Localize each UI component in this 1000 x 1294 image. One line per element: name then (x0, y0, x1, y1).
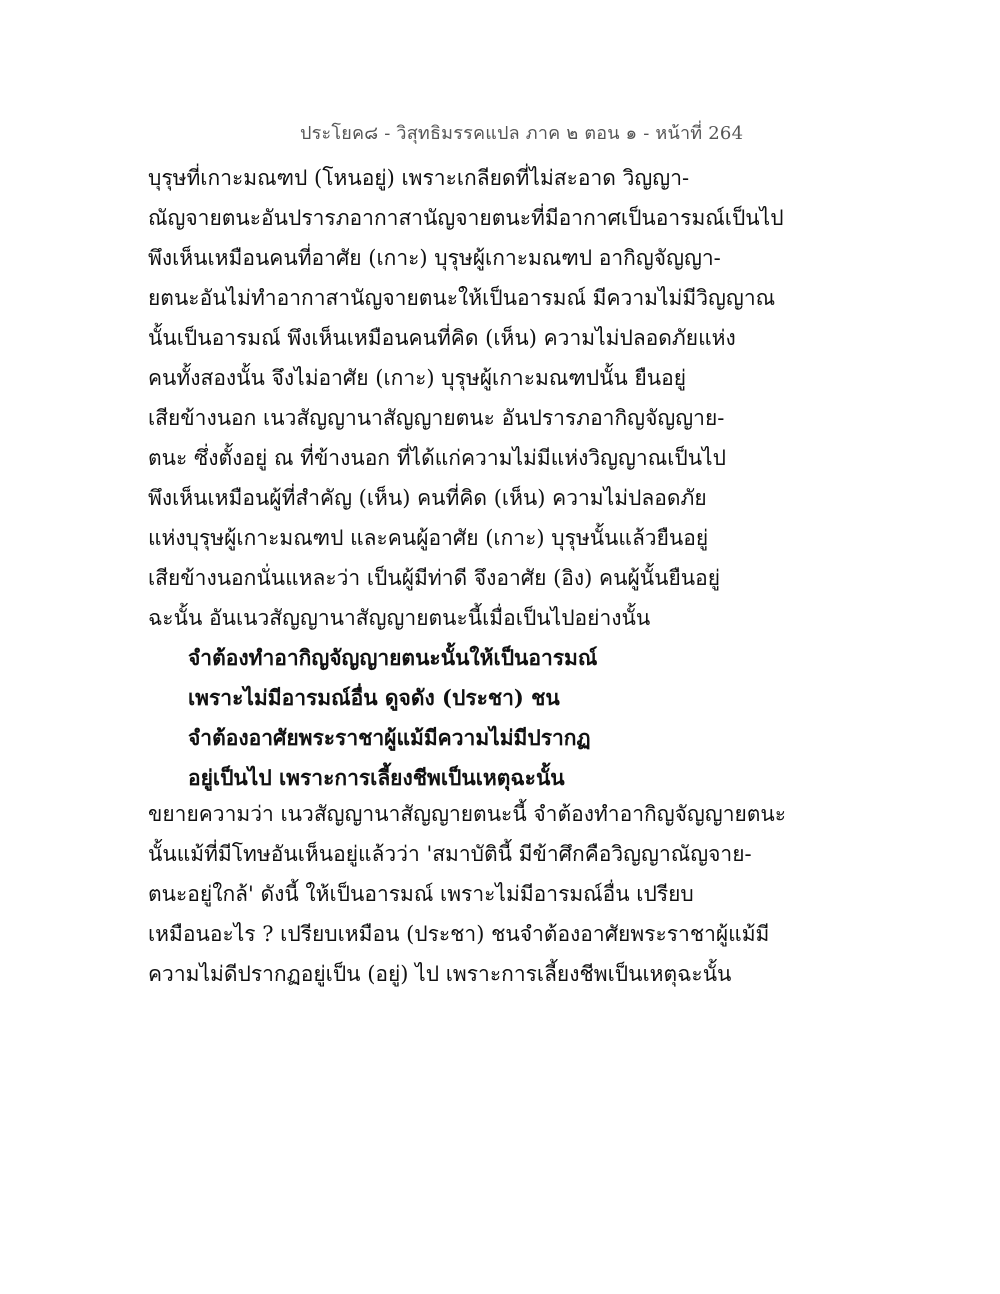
paragraph-line: ฉะนั้น อันเนวสัญญานาสัญญายตนะนี้เมื่อเป็นไปอย่างนั้น (148, 606, 651, 630)
paragraph-line: พึงเห็นเหมือนคนที่อาศัย (เกาะ) บุรุษผู้เกาะมณฑป อากิญจัญญา- (148, 246, 721, 270)
explanation-line: นั้นแม้ที่มีโทษอันเห็นอยู่แล้วว่า 'สมาบัตินี้ มีข้าศึกคือวิญญาณัญจาย- (148, 842, 752, 866)
paragraph-line: เสียข้างนอกนั่นแหละว่า เป็นผู้มีท่าดี จึงอาศัย (อิง) คนผู้นั้นยืนอยู่ (148, 566, 721, 590)
explanation-line: เหมือนอะไร ? เปรียบเหมือน (ประชา) ชนจำต้องอาศัยพระราชาผู้แม้มี (148, 922, 770, 946)
verse-line: เพราะไม่มีอารมณ์อื่น ดูจดัง (ประชา) ชน (188, 685, 560, 710)
explanation-line: ความไม่ดีปรากฏอยู่เป็น (อยู่) ไป เพราะการเลี้ยงชีพเป็นเหตุฉะนั้น (148, 962, 732, 986)
paragraph-line: ยตนะอันไม่ทำอากาสานัญจายตนะให้เป็นอารมณ์ มีความไม่มีวิญญาณ (148, 286, 776, 310)
verse-line: จำต้องอาศัยพระราชาผู้แม้มีความไม่มีปรากฏ (188, 725, 591, 750)
running-header: ประโยค๘ - วิสุทธิมรรคแปล ภาค ๒ ตอน ๑ - หน้าที่ 264 (300, 123, 744, 144)
paragraph-line: พึงเห็นเหมือนผู้ที่สำคัญ (เห็น) คนที่คิด (เห็น) ความไม่ปลอดภัย (148, 486, 707, 510)
paragraph-line: นั้นเป็นอารมณ์ พึงเห็นเหมือนคนที่คิด (เห็น) ความไม่ปลอดภัยแห่ง (148, 326, 736, 350)
explanation-line: ขยายความว่า เนวสัญญานาสัญญายตนะนี้ จำต้องทำอากิญจัญญายตนะ (148, 802, 787, 826)
paragraph-line: แห่งบุรุษผู้เกาะมณฑป และคนผู้อาศัย (เกาะ) บุรุษนั้นแล้วยืนอยู่ (148, 526, 709, 550)
explanation-paragraph (148, 794, 787, 994)
paragraph-line: บุรุษที่เกาะมณฑป (โหนอยู่) เพราะเกลียดที่ไม่สะอาด วิญญา- (148, 166, 690, 190)
verse-line: จำต้องทำอากิญจัญญายตนะนั้นให้เป็นอารมณ์ (188, 645, 598, 670)
verse-line: อยู่เป็นไป เพราะการเลี้ยงชีพเป็นเหตุฉะนั้น (188, 765, 565, 790)
paragraph-line: ตนะ ซึ่งตั้งอยู่ ณ ที่ข้างนอก ที่ได้แก่ความไม่มีแห่งวิญญาณเป็นไป (148, 446, 726, 470)
explanation-line: ตนะอยู่ใกล้' ดังนี้ ให้เป็นอารมณ์ เพราะไม่มีอารมณ์อื่น เปรียบ (148, 882, 694, 906)
paragraph-line: ณัญจายตนะอันปรารภอากาสานัญจายตนะที่มีอากาศเป็นอารมณ์เป็นไป (148, 206, 784, 230)
paragraph-line: คนทั้งสองนั้น จึงไม่อาศัย (เกาะ) บุรุษผู้เกาะมณฑปนั้น ยืนอยู่ (148, 366, 687, 390)
paragraph-line: เสียข้างนอก เนวสัญญานาสัญญายตนะ อันปรารภอากิญจัญญาย- (148, 406, 725, 430)
main-paragraph (148, 158, 784, 798)
